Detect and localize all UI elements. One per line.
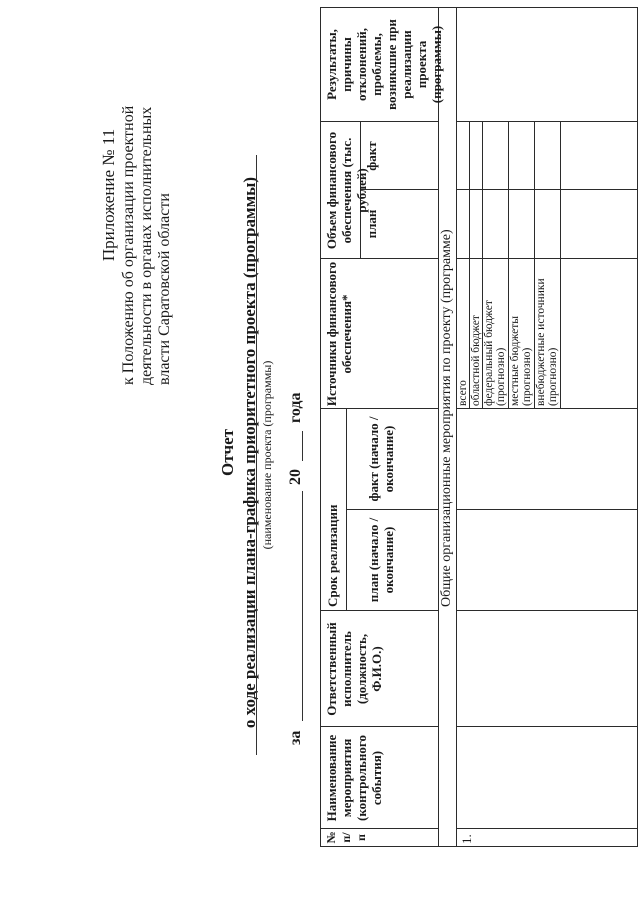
header-event: Наименование мероприятия (контрольного события)	[324, 734, 384, 822]
header-sources: Источники финансового обеспечения*	[324, 261, 354, 407]
report-period	[283, 155, 307, 755]
header-term-plan: план (начало / окончание)	[366, 517, 396, 603]
header-results: Результаты, причины отклонений, проблемы, возникшие при реализации проекта (программы)	[324, 19, 444, 110]
header-term: Срок реализации	[325, 504, 340, 607]
header-volume-plan: план	[364, 209, 379, 239]
appendix-line: деятельности в органах исполнительных	[138, 106, 155, 385]
year-blank	[301, 431, 303, 461]
funding-source: местные бюджеты (прогнозно)	[509, 315, 533, 406]
period-blank	[301, 491, 303, 721]
header-num: № п/п	[324, 831, 368, 844]
appendix-line: к Положению об организации проектной	[120, 105, 137, 385]
appendix-block	[100, 5, 174, 385]
report-table	[320, 7, 638, 847]
row-number: 1.	[459, 834, 474, 844]
header-volume: Объем финансового обеспечения (тыс. рублей)	[324, 131, 369, 250]
appendix-title: Приложение № 11	[99, 128, 118, 262]
funding-source: всего	[457, 380, 469, 406]
header-term-fact: факт (начало / окончание)	[366, 416, 396, 502]
funding-source: федеральный бюджет (прогнозно)	[483, 300, 507, 406]
project-name-line	[256, 155, 257, 755]
report-title: Отчет	[218, 428, 237, 477]
funding-source: внебюджетные источники (прогнозно)	[535, 278, 559, 406]
header-responsible: Ответственный исполнитель (должность, Ф.И.О.)	[324, 622, 384, 716]
period-for-label: за	[287, 730, 304, 745]
project-name-caption: (наименование проекта (программы)	[260, 360, 274, 550]
appendix-line: власти Саратовской области	[156, 193, 173, 385]
header-volume-fact: факт	[364, 141, 379, 171]
section-title: Общие организационные мероприятия по проекту (программе)	[439, 229, 454, 607]
period-year-prefix: 20	[287, 469, 304, 485]
funding-source: областной бюджет	[470, 315, 482, 406]
report-subtitle: о ходе реализации плана-графика приоритетного проекта (программы)	[240, 176, 259, 729]
period-year-label: года	[287, 392, 304, 423]
